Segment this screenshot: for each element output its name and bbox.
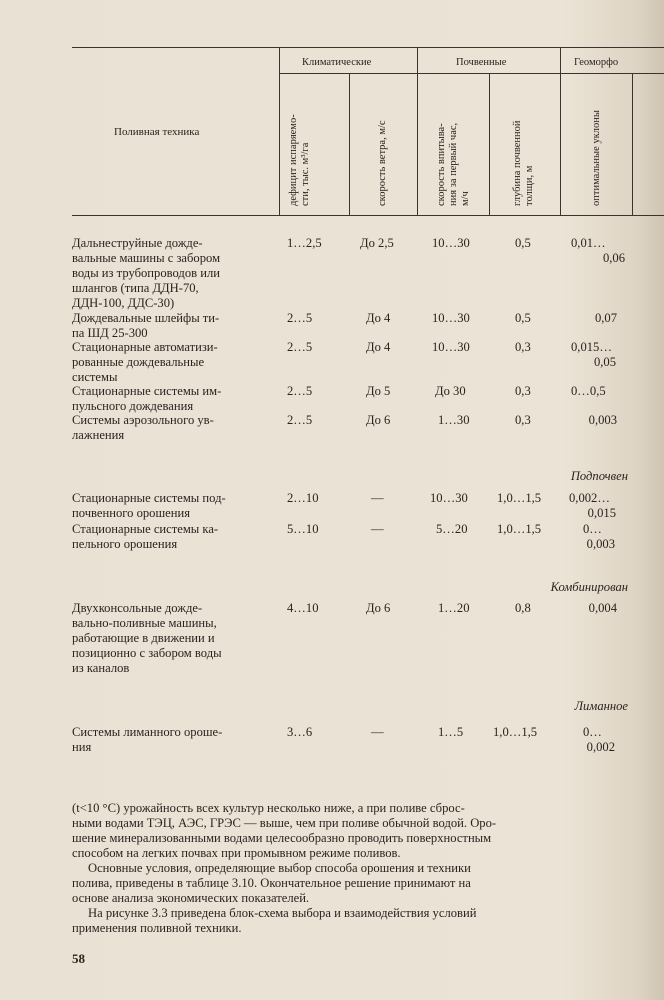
table-row-name: Двухконсольные дожде- вально-поливные машины, работающие в движении и позиционно с забором воды из каналов (72, 601, 222, 675)
cell-deficit: 2…5 (287, 384, 313, 398)
cell-rate: До 30 (435, 384, 466, 398)
table-row-name: Стационарные автоматизи- рованные дождевальные системы (72, 340, 218, 384)
row-header-label: Поливная техника (114, 126, 200, 138)
col-header-infiltration-rate: скорость впитыва- ния за первый час, м/ч (436, 122, 471, 206)
cell-depth: 0,3 (515, 384, 531, 398)
col-divider (560, 47, 561, 216)
cell-rate: 10…30 (430, 491, 468, 505)
body-paragraph: (t<10 °C) урожайность всех культур несколько ниже, а при поливе сброс- ными водами ТЭЦ, АЭС, ГРЭС — выше, чем при поливе обычной водой. Оро- шение минерализованными водами целесообразно проводить поверхностным способом на легких почвах при промывном режиме поливов. (72, 801, 497, 860)
table-row-name: Системы лиманного ороше- ния (72, 725, 223, 754)
cell-rate: 1…5 (438, 725, 464, 739)
section-title: Подпочвен (570, 469, 628, 483)
table-row-name: Дальнеструйные дожде- вальные машины с забором воды из трубопроводов или шлангов (типа ДДН-70, ДДН-100, ДДС-30) (72, 236, 221, 310)
table-row-name: Стационарные системы им- пульсного дождевания (72, 384, 222, 413)
cell-slope: 0,003 (588, 413, 617, 427)
cell-depth: 1,0…1,5 (497, 491, 542, 505)
table-row-name: Стационарные системы под- почвенного орошения (72, 491, 226, 520)
cell-slope: 0… 0,002 (583, 725, 615, 754)
cell-depth: 1,0…1,5 (497, 522, 542, 536)
col-divider (632, 74, 633, 216)
cell-wind: — (371, 522, 384, 536)
cell-deficit: 1…2,5 (287, 236, 322, 250)
cell-depth: 0,5 (515, 236, 531, 250)
cell-wind: До 4 (366, 311, 391, 325)
body-paragraph: Основные условия, определяющие выбор способа орошения и техники полива, приведены в таблице 3.10. Окончательное решение принимают на основе анализа экономических показателей. (72, 861, 471, 905)
col-divider (279, 47, 280, 216)
cell-rate: 1…30 (438, 413, 470, 427)
cell-deficit: 2…5 (287, 413, 313, 427)
cell-wind: До 2,5 (360, 236, 394, 250)
table-header-bottom-rule (72, 215, 664, 216)
cell-deficit: 2…5 (287, 340, 313, 354)
cell-wind: До 4 (366, 340, 391, 354)
col-divider (489, 74, 490, 216)
group-header-geomorph: Геоморфо (574, 57, 619, 68)
cell-wind: — (371, 725, 384, 739)
section-title: Лиманное (574, 699, 628, 713)
cell-wind: До 6 (366, 413, 391, 427)
col-header-soil-depth: глубина почвенной толщи, м (512, 120, 535, 206)
cell-depth: 0,8 (515, 601, 531, 615)
cell-rate: 10…30 (432, 236, 470, 250)
table-row-name: Стационарные системы ка- пельного орошения (72, 522, 219, 551)
cell-deficit: 2…10 (287, 491, 319, 505)
page-number: 58 (72, 951, 85, 966)
cell-deficit: 2…5 (287, 311, 313, 325)
cell-slope: 0,07 (594, 311, 617, 325)
cell-wind: До 5 (366, 384, 391, 398)
cell-rate: 1…20 (438, 601, 470, 615)
cell-depth: 0,3 (515, 340, 531, 354)
cell-rate: 5…20 (436, 522, 468, 536)
section-title: Комбинирован (550, 580, 628, 594)
group-header-soil: Почвенные (456, 57, 507, 68)
cell-deficit: 5…10 (287, 522, 319, 536)
cell-depth: 1,0…1,5 (493, 725, 538, 739)
cell-wind: До 6 (366, 601, 391, 615)
cell-slope: 0,01… 0,06 (571, 236, 625, 265)
cell-slope: 0…0,5 (571, 384, 606, 398)
col-divider (417, 47, 418, 216)
cell-depth: 0,5 (515, 311, 531, 325)
cell-slope: 0,015… 0,05 (571, 340, 616, 369)
table-row-name: Системы аэрозольного ув- лажнения (72, 413, 214, 442)
cell-deficit: 4…10 (287, 601, 319, 615)
cell-wind: — (371, 491, 384, 505)
cell-deficit: 3…6 (287, 725, 313, 739)
cell-rate: 10…30 (432, 311, 470, 325)
group-header-climatic: Климатические (302, 57, 372, 68)
group-header-rule (280, 73, 664, 74)
cell-slope: 0… 0,003 (583, 522, 615, 551)
cell-slope: 0,002… 0,015 (569, 491, 616, 520)
col-header-optimal-slopes: оптимальные уклоны (591, 110, 602, 206)
body-paragraph: На рисунке 3.3 приведена блок-схема выбора и взаимодействия условий применения поливной техники. (72, 906, 477, 935)
cell-slope: 0,004 (588, 601, 617, 615)
table-top-rule (72, 47, 664, 48)
col-header-wind-speed: скорость ветра, м/с (377, 120, 388, 206)
col-header-deficit: дефицит испаряемо- сти, тыс. м³/га (288, 114, 311, 206)
cell-depth: 0,3 (515, 413, 531, 427)
cell-rate: 10…30 (432, 340, 470, 354)
table-row-name: Дождевальные шлейфы ти- па ШД 25-300 (72, 311, 220, 340)
col-divider (349, 74, 350, 216)
